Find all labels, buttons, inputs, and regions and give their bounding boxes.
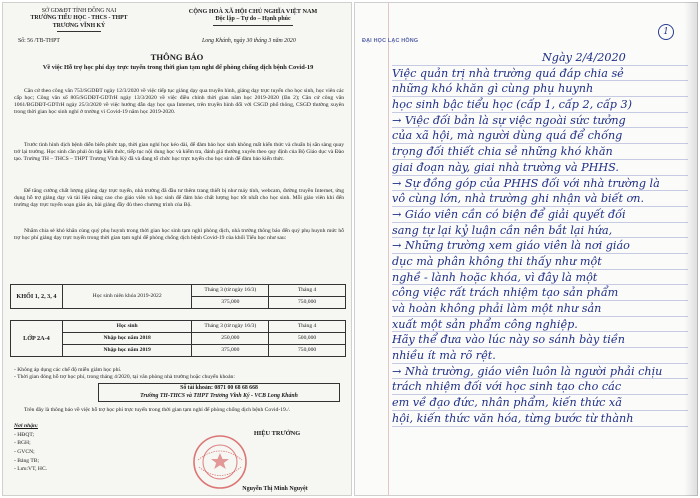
handwritten-line: trách nhiệm đối với học sinh tạo cho các <box>392 379 688 395</box>
table-cell: 375,000 <box>192 345 269 357</box>
table-cell: Học sinh <box>62 321 192 333</box>
handwritten-line: Ngày 2/4/2020 <box>392 50 688 66</box>
paragraph-legal-basis: Căn cứ theo công văn 753/SGDĐT ngày 12/3/2020 về việc tiếp tục giảng dạy qua truyền hình, giảng dạy trực tuyến cho học sinh, học viên các cấp học; Công văn số 805/SGDĐT-GDTrH ngày 13/3/2020 về việc điều chỉnh thời gian năm học 2019-2020 (lần 2); Căn cứ công văn 1061/BGDĐT-GDTrH ngày 25/3/2020 về việc hướng dẫn dạy học qua Internet, trên truyền hình đối với CSGD phổ thông, CSGD thường xuyên trong thời gian học sinh nghỉ ở trường vì Covid-19 năm học 2019-2020. <box>14 88 344 116</box>
signer-role: HIỆU TRƯỞNG <box>253 430 301 437</box>
table-cell: Tháng 3 (từ ngày 16/3) <box>192 285 269 297</box>
recipient-item: - HĐQT; <box>14 431 35 438</box>
recipients-list <box>14 422 94 474</box>
issuer-line-2: TRƯỜNG TIỂU HỌC - THCS - THPT <box>30 15 128 22</box>
handwritten-line: của xã hội, mà người dùng quá để chống <box>392 128 688 144</box>
closing-text: Trên đây là thông báo về việc hỗ trợ học phí trực tuyến trong thời gian tạm nghỉ để phòng chống dịch bệnh Covid-19./. <box>24 407 291 413</box>
bank-info-box <box>98 383 340 402</box>
table-cell: Nhập học năm 2019 <box>62 345 192 357</box>
table-cell: KHỐI 1, 2, 3, 4 <box>11 285 63 309</box>
issuer-line-3: TRƯƠNG VĨNH KÝ <box>52 22 106 29</box>
handwritten-text <box>392 50 688 427</box>
handwritten-line: nhiều ít mà rõ rệt. <box>392 348 688 364</box>
table-cell: Nhập học năm 2018 <box>62 333 192 345</box>
recipients-label: Nơi nhận: <box>14 423 38 429</box>
motto-line-1: CỘNG HOÀ XÃ HỘI CHỦ NGHĨA VIỆT NAM <box>188 8 318 15</box>
table-cell: LỚP 2A-4 <box>11 321 63 357</box>
handwritten-line: sang tự lại kỷ luận cần nên bắt lại hứa, <box>392 223 688 239</box>
recipient-item: - GVCN; <box>14 448 35 455</box>
page-number: 1 <box>658 24 674 40</box>
handwritten-line: → Nhà trường, giáo viên luôn là người phải chịu <box>392 364 688 380</box>
handwritten-line: giai đoạn này, giai nhà trường và PHHS. <box>392 160 688 176</box>
table-cell: 750,000 <box>269 345 346 357</box>
issuer-underline <box>57 31 101 32</box>
notebook-header: ĐẠI HỌC LẠC HỒNG <box>362 38 419 44</box>
handwritten-line: Hãy thể đưa vào lúc này so sánh bày tiền <box>392 332 688 348</box>
notes <box>14 367 344 381</box>
fee-table-grades-1-4 <box>10 284 346 309</box>
handwritten-line: Việc quản trị nhà trường quá đáp chia sẻ <box>392 66 688 82</box>
table-cell: Tháng 3 (từ ngày 16/3) <box>192 321 269 333</box>
handwritten-line: xuất một sản phẩm công nghiệp. <box>392 317 688 333</box>
recipient-item: - BGH; <box>14 440 31 447</box>
handwritten-line: hội, kiến thức văn hóa, từng bước từ thành <box>392 411 688 427</box>
fee-table-class-2a4 <box>10 320 346 357</box>
document-date: Long Khánh, ngày 30 tháng 3 năm 2020 <box>202 38 296 44</box>
recipient-item: - Bảng TB; <box>14 457 40 464</box>
issuer-line-1: SỞ GD&ĐT TỈNH ĐỒNG NAI <box>41 8 117 14</box>
handwritten-line: học sinh bậc tiểu học (cấp 1, cấp 2, cấp 3) <box>392 97 688 113</box>
signer-name: Nguyễn Thị Minh Nguyệt <box>242 486 308 492</box>
handwritten-line: dục mà phân không thi thấy như một <box>392 254 688 270</box>
handwritten-line: → Việc đối bản là sự việc ngoài sức tưởng <box>392 113 688 129</box>
handwritten-line: trọng đối thiết chia sẻ những khó khăn <box>392 144 688 160</box>
table-cell: 750,000 <box>269 297 346 309</box>
motto-underline <box>213 25 293 26</box>
table-cell: Học sinh niên khóa 2019-2022 <box>62 285 192 309</box>
handwritten-line: em về đạo đức, nhân phẩm, kiến thức xã <box>392 395 688 411</box>
notice-subtitle: Về việc Hỗ trợ học phí dạy trực tuyến trong thời gian tạm nghỉ để phòng chống dịch bệnh Covid-19 <box>42 64 314 71</box>
table-cell: Tháng 4 <box>269 285 346 297</box>
margin-line <box>388 2 389 496</box>
paragraph-situation: Trước tình hình dịch bệnh diễn biến phức tạp, thời gian nghỉ học kéo dài, để đảm bảo học sinh không mất kiến thức và chuẩn bị sẵn sàng quay trở lại trường. Học sinh cần phải ôn tập kiến thức, tiếp tục nội dung học và kiểm tra, đánh giá thường xuyên theo quy định của Bộ Giáo dục và Đào tạo. Trường TH – THCS – THPT Trương Vĩnh Ký đã và đang tổ chức học trực tuyến cho học sinh để đảm bảo kiến thức. <box>14 142 344 163</box>
document-number: Số: 56 /TB-THPT <box>18 38 60 44</box>
bank-account: Số tài khoản: 0871 00 68 68 668 <box>180 385 258 391</box>
handwritten-line: công việc rất trách nhiệm tạo sản phẩm <box>392 285 688 301</box>
paragraph-quality: Để tăng cường chất lượng giảng dạy trực tuyến, nhà trường đã đầu tư thêm trang thiết bị như máy tính, webcam, đường truyền Internet, ứng dụng hỗ trợ giảng dạy và tài liệu nâng cao cho giáo viên và học sinh để đảm bảo chất lượng học tốt nhất cho học sinh. Mỗi giáo viên khi đến trường dạy trực tuyến soạn giáo án, bài giảng đầy đủ theo chương trình của Bộ. <box>14 188 344 209</box>
handwritten-line: → Giáo viên cần có biện để giải quyết đối <box>392 207 688 223</box>
issuer-header <box>14 8 144 32</box>
motto-line-2: Độc lập – Tự do – Hạnh phúc <box>215 15 291 22</box>
notice-title: THÔNG BÁO <box>150 52 204 62</box>
table-cell: 250,000 <box>192 333 269 345</box>
paragraph-announcement: Nhằm chia sẻ khó khăn cùng quý phụ huynh trong thời gian học sinh tạm nghỉ phòng dịch, nhà trường thông báo đến quý phụ huynh mức hỗ trợ học phí giảng dạy trực tuyến trong thời gian tạm nghỉ để phòng chống dịch bệnh Covid-19 của khối Tiểu học như sau: <box>14 228 344 242</box>
table-cell: 500,000 <box>269 333 346 345</box>
handwritten-line: và hoàn không phải làm một như sản <box>392 301 688 317</box>
handwritten-line: những khó khăn gì cùng phụ huynh <box>392 81 688 97</box>
printed-notice <box>2 2 352 496</box>
recipient-item: - Lưu:VT, HC. <box>14 466 48 473</box>
bank-name: Trường TH-THCS và THPT Trương Vĩnh Ký - VCB Long Khánh <box>140 392 298 399</box>
note-item: - Thời gian đóng hỗ trợ học phí, trong tháng 4/2020, tại văn phòng nhà trường hoặc chuyển khoản: <box>14 374 235 381</box>
handwritten-line: vô cùng lớn, nhà trường ghi nhận và biết ơn. <box>392 191 688 207</box>
red-seal-stamp <box>192 434 248 490</box>
table-cell: Tháng 4 <box>269 321 346 333</box>
handwritten-line: nghề - lành hoặc khóa, vì đây là một <box>392 270 688 286</box>
page-edge-shadow <box>684 2 698 496</box>
handwritten-line: → Sự đồng góp của PHHS đối với nhà trường là <box>392 176 688 192</box>
national-motto <box>162 8 344 26</box>
table-cell: 375,000 <box>192 297 269 309</box>
handwritten-page <box>354 2 698 496</box>
note-item: - Không áp dụng các chế độ miễn giảm học phí. <box>14 367 122 373</box>
handwritten-line: → Những trường xem giáo viên là nơi giáo <box>392 238 688 254</box>
